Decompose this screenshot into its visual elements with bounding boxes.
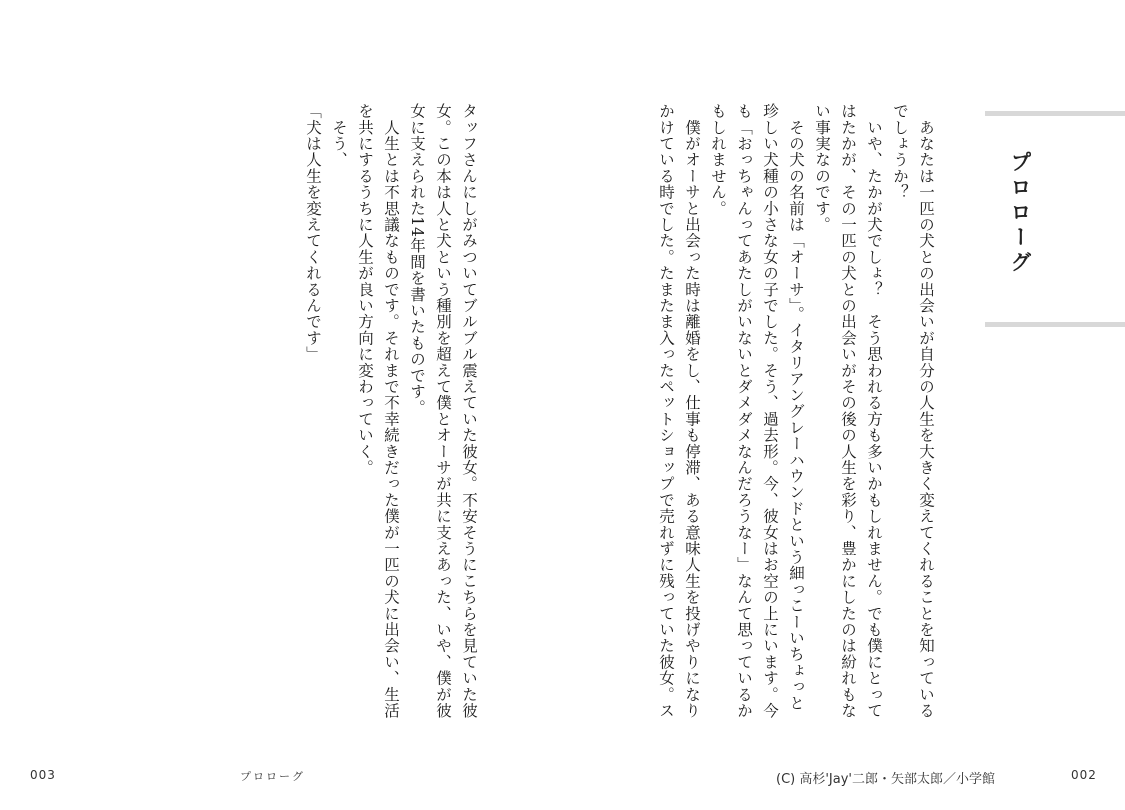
text-column: も「おっちゃんってあたしがいないとダメダメなんだろうなー」なんて思っているか bbox=[735, 103, 753, 719]
text-column: 人生とは不思議なものです。それまで不幸続きだった僕が一匹の犬に出会い、生活 bbox=[382, 103, 400, 719]
running-head: プロローグ bbox=[240, 770, 305, 783]
text-column: いや、たかが犬でしょ？ そう思われる方も多いかもしれません。でも僕にとって bbox=[865, 103, 883, 719]
chapter-title: プロローグ bbox=[1008, 151, 1032, 276]
text-column: 僕がオーサと出会った時は離婚をし、仕事も停滞、ある意味人生を投げやりになり bbox=[683, 103, 701, 719]
text-column: その犬の名前は「オーサ」。イタリアングレーハウンドという細っこーいちょっと bbox=[787, 103, 805, 711]
text-column: を共にするうちに人生が良い方向に変わっていく。 bbox=[356, 103, 374, 476]
chapter-rule-bottom bbox=[985, 322, 1125, 327]
text-column: 珍しい犬種の小さな女の子でした。そう、過去形。今、彼女はお空の上にいます。今 bbox=[761, 103, 779, 719]
text-column: かけている時でした。たまたま入ったペットショップで売れずに残っていた彼女。ス bbox=[657, 103, 675, 719]
copyright-notice: (C) 高杉'Jay'二郎・矢部太郎／小学館 bbox=[776, 772, 995, 787]
left-page-body bbox=[300, 103, 482, 723]
text-column: はたかが、その一匹の犬との出会いがその後の人生を彩り、豊かにしたのは紛れもな bbox=[839, 103, 857, 719]
chapter-rule-top bbox=[985, 111, 1125, 116]
text-column: でしょうか？ bbox=[891, 103, 909, 201]
text-column: そう、 bbox=[330, 103, 348, 168]
text-column: もしれません。 bbox=[709, 103, 727, 217]
right-page-body bbox=[653, 103, 939, 723]
text-column: 「犬は人生を変えてくれるんです」 bbox=[304, 103, 322, 363]
left-page-number: 003 bbox=[30, 768, 56, 782]
text-column: い事実なのです。 bbox=[813, 103, 831, 233]
text-column: タッフさんにしがみついてブルブル震えていた彼女。不安そうにこちらを見ていた彼 bbox=[460, 103, 478, 719]
text-column: 女に支えられた14年間を書いたものです。 bbox=[408, 103, 426, 416]
text-column: 女。この本は人と犬という種別を超えて僕とオーサが共に支えあった、いや、僕が彼 bbox=[434, 103, 452, 719]
chapter-heading-box bbox=[985, 111, 1125, 327]
text-column: あなたは一匹の犬との出会いが自分の人生を大きく変えてくれることを知っている bbox=[917, 103, 935, 719]
right-page-number: 002 bbox=[1071, 768, 1097, 782]
